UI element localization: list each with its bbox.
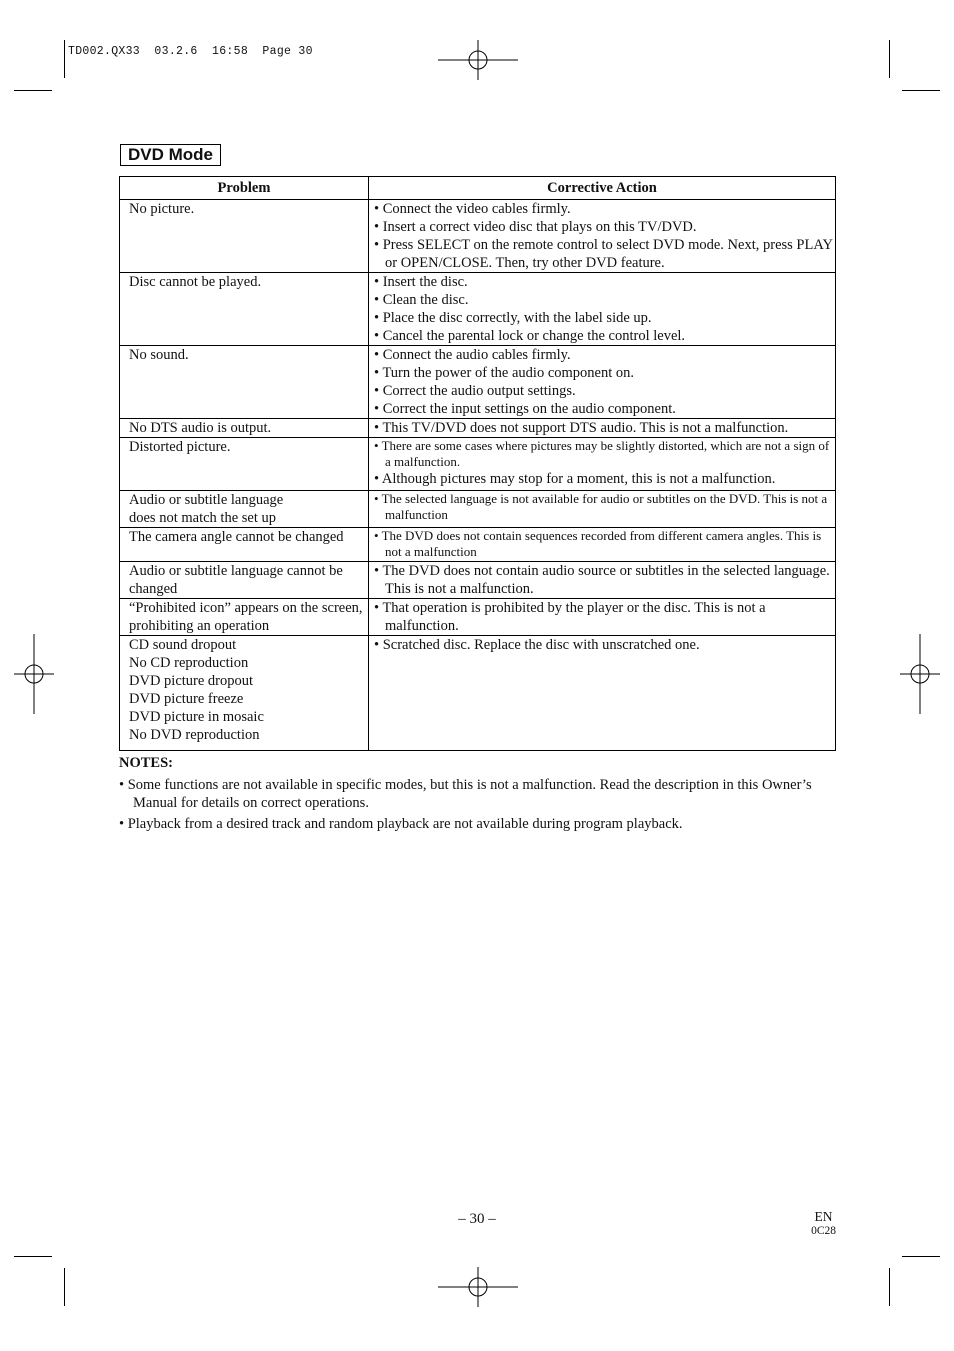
crop-mark	[902, 90, 940, 91]
action-item: • This TV/DVD does not support DTS audio. This is not a malfunction.	[374, 420, 789, 436]
document-code: 0C28	[811, 1225, 836, 1237]
crop-mark	[889, 40, 890, 78]
action-item: • Correct the input settings on the audio component.	[374, 401, 676, 417]
registration-mark-icon	[438, 1267, 518, 1307]
problem-text: No DTS audio is output.	[129, 420, 272, 436]
action-item: • Connect the audio cables firmly.	[374, 347, 571, 363]
action-cell	[369, 599, 836, 636]
problem-text: The camera angle cannot be changed	[129, 529, 344, 545]
action-cell	[369, 200, 836, 273]
registration-mark-icon	[14, 634, 54, 714]
problem-cell	[120, 636, 369, 751]
column-header-problem: Problem	[120, 177, 369, 200]
action-item: • The DVD does not contain audio source or subtitles in the selected language. This is not a malfunction.	[374, 563, 830, 597]
table-header-row	[120, 177, 836, 200]
problem-text: Audio or subtitle language	[129, 492, 284, 508]
action-item: • Although pictures may stop for a moment, this is not a malfunction.	[374, 471, 776, 487]
crop-mark	[64, 1268, 65, 1306]
action-item: • The DVD does not contain sequences recorded from different camera angles. This is not a malfunction	[374, 528, 822, 559]
action-item: • Press SELECT on the remote control to select DVD mode. Next, press PLAY or OPEN/CLOSE. Then, try other DVD feature.	[374, 237, 833, 271]
action-item: • Correct the audio output settings.	[374, 383, 576, 399]
action-cell	[369, 419, 836, 438]
column-header-corrective-action: Corrective Action	[369, 177, 836, 200]
table-row	[120, 273, 836, 346]
action-item: • Clean the disc.	[374, 292, 469, 308]
problem-cell	[120, 273, 369, 346]
problem-text: Audio or subtitle language cannot be changed	[129, 563, 343, 597]
problem-text: does not match the set up	[129, 510, 276, 526]
notes-title: NOTES:	[119, 755, 173, 771]
note-item: • Some functions are not available in specific modes, but this is not a malfunction. Read the description in this Owner’s Manual for details on correct operations.	[119, 777, 812, 811]
problem-cell	[120, 491, 369, 528]
crop-mark	[14, 1256, 52, 1257]
problem-text: Distorted picture.	[129, 439, 231, 455]
problem-cell	[120, 200, 369, 273]
table-row	[120, 438, 836, 491]
table-row	[120, 562, 836, 599]
table-row	[120, 636, 836, 751]
action-item: • Cancel the parental lock or change the control level.	[374, 328, 686, 344]
problem-cell	[120, 346, 369, 419]
language-label: EN	[814, 1209, 833, 1224]
problem-text: CD sound dropout	[129, 637, 237, 653]
registration-mark-icon	[900, 634, 940, 714]
problem-text: No CD reproduction	[129, 655, 249, 671]
action-item: • Connect the video cables firmly.	[374, 201, 571, 217]
action-cell	[369, 636, 836, 751]
action-item: • The selected language is not available for audio or subtitles on the DVD. This is not a malfunction	[374, 491, 828, 522]
action-cell	[369, 562, 836, 599]
problem-text: DVD picture in mosaic	[129, 709, 264, 725]
crop-mark	[902, 1256, 940, 1257]
table-row	[120, 346, 836, 419]
problem-cell	[120, 599, 369, 636]
problem-text: “Prohibited icon” appears on the screen, prohibiting an operation	[129, 600, 363, 634]
language-code-block	[811, 1209, 836, 1239]
action-item: • There are some cases where pictures may be slightly distorted, which are not a sign of a malfunction.	[374, 438, 830, 469]
crop-mark	[889, 1268, 890, 1306]
troubleshooting-table	[119, 176, 836, 751]
table-row	[120, 419, 836, 438]
table-row	[120, 491, 836, 528]
notes-section	[119, 754, 839, 836]
action-item: • Insert a correct video disc that plays on this TV/DVD.	[374, 219, 697, 235]
problem-text: No sound.	[129, 347, 189, 363]
action-item: • That operation is prohibited by the player or the disc. This is not a malfunction.	[374, 600, 766, 634]
problem-text: Disc cannot be played.	[129, 274, 262, 290]
action-item: • Insert the disc.	[374, 274, 468, 290]
section-title: DVD Mode	[120, 144, 221, 166]
action-cell	[369, 346, 836, 419]
table-row	[120, 200, 836, 273]
action-item: • Scratched disc. Replace the disc with unscratched one.	[374, 637, 700, 653]
crop-mark	[14, 90, 52, 91]
problem-text: DVD picture dropout	[129, 673, 254, 689]
print-header-stamp: TD002.QX33 03.2.6 16:58 Page 30	[68, 45, 313, 58]
action-cell	[369, 491, 836, 528]
problem-cell	[120, 528, 369, 562]
problem-cell	[120, 562, 369, 599]
problem-cell	[120, 438, 369, 491]
action-cell	[369, 528, 836, 562]
problem-text: No DVD reproduction	[129, 727, 260, 743]
action-cell	[369, 438, 836, 491]
note-item: • Playback from a desired track and random playback are not available during program playback.	[119, 816, 683, 832]
registration-mark-icon	[438, 40, 518, 80]
action-item: • Place the disc correctly, with the label side up.	[374, 310, 652, 326]
table-row	[120, 528, 836, 562]
problem-cell	[120, 419, 369, 438]
action-item: • Turn the power of the audio component on.	[374, 365, 635, 381]
crop-mark	[64, 40, 65, 78]
action-cell	[369, 273, 836, 346]
problem-text: DVD picture freeze	[129, 691, 244, 707]
table-row	[120, 599, 836, 636]
problem-text: No picture.	[129, 201, 195, 217]
page-number: – 30 –	[458, 1211, 496, 1227]
